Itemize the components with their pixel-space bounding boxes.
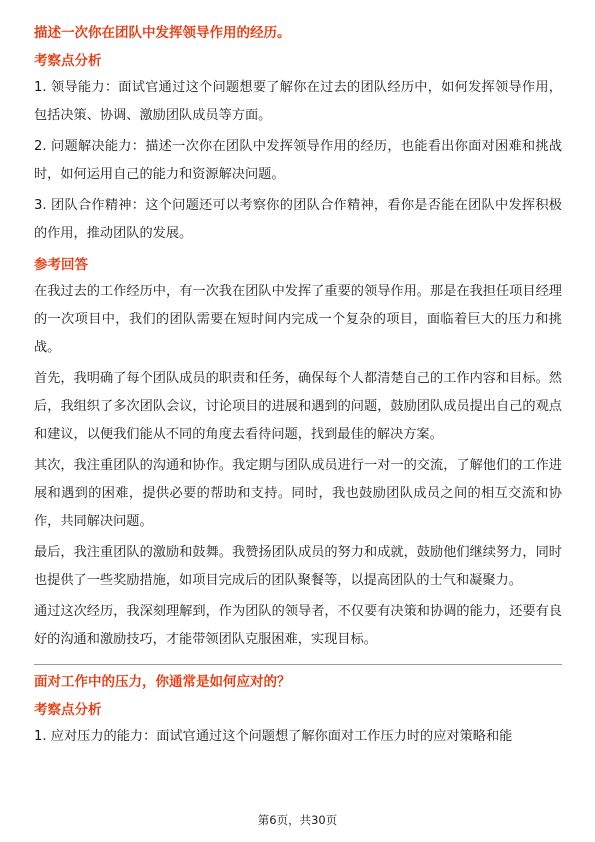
analysis-point: 2. 问题解决能力：描述一次你在团队中发挥领导作用的经历，也能看出你面对困难和挑战时，如何运用自己的能力和资源解决问题。 <box>34 139 562 182</box>
question-title: 面对工作中的压力，你通常是如何应对的？ <box>34 674 291 690</box>
answer-heading: 参考回答 <box>34 257 88 273</box>
document-page <box>34 22 562 754</box>
analysis-point: 1. 应对压力的能力：面试官通过这个问题想了解你面对工作压力时的应对策略和能 <box>34 729 513 744</box>
page-number: 第6页，共30页 <box>257 813 338 827</box>
analysis-point: 3. 团队合作精神：这个问题还可以考察你的团队合作精神，看你是否能在团队中发挥积极的作用，推动团队的发展。 <box>34 198 562 241</box>
answer-paragraph: 最后，我注重团队的激励和鼓舞。我赞扬团队成员的努力和成就，鼓励他们继续努力，同时也提供了一些奖励措施，如项目完成后的团队聚餐等，以提高团队的士气和凝聚力。 <box>34 545 562 588</box>
section-divider <box>34 664 562 665</box>
analysis-heading: 考察点分析 <box>34 702 102 718</box>
answer-paragraph: 其次，我注重团队的沟通和协作。我定期与团队成员进行一对一的交流，了解他们的工作进展和遇到的困难，提供必要的帮助和支持。同时，我也鼓励团队成员之间的相互交流和协作，共同解决问题。 <box>34 458 562 529</box>
answer-paragraph: 首先，我明确了每个团队成员的职责和任务，确保每个人都清楚自己的工作内容和目标。然后，我组织了多次团队会议，讨论项目的进展和遇到的问题，鼓励团队成员提出自己的观点和建议，以便我们能从不同的角度去看待问题，找到最佳的解决方案。 <box>34 371 562 442</box>
answer-paragraph: 在我过去的工作经历中，有一次我在团队中发挥了重要的领导作用。那是在我担任项目经理的一次项目中，我们的团队需要在短时间内完成一个复杂的项目，面临着巨大的压力和挑战。 <box>34 284 562 355</box>
answer-paragraph: 通过这次经历，我深刻理解到，作为团队的领导者，不仅要有决策和协调的能力，还要有良好的沟通和激励技巧，才能带领团队克服困难，实现目标。 <box>34 604 562 647</box>
analysis-heading: 考察点分析 <box>34 53 102 69</box>
question-title: 描述一次你在团队中发挥领导作用的经历。 <box>34 25 291 41</box>
analysis-point: 1. 领导能力：面试官通过这个问题想要了解你在过去的团队经历中，如何发挥领导作用，包括决策、协调、激励团队成员等方面。 <box>34 80 562 123</box>
